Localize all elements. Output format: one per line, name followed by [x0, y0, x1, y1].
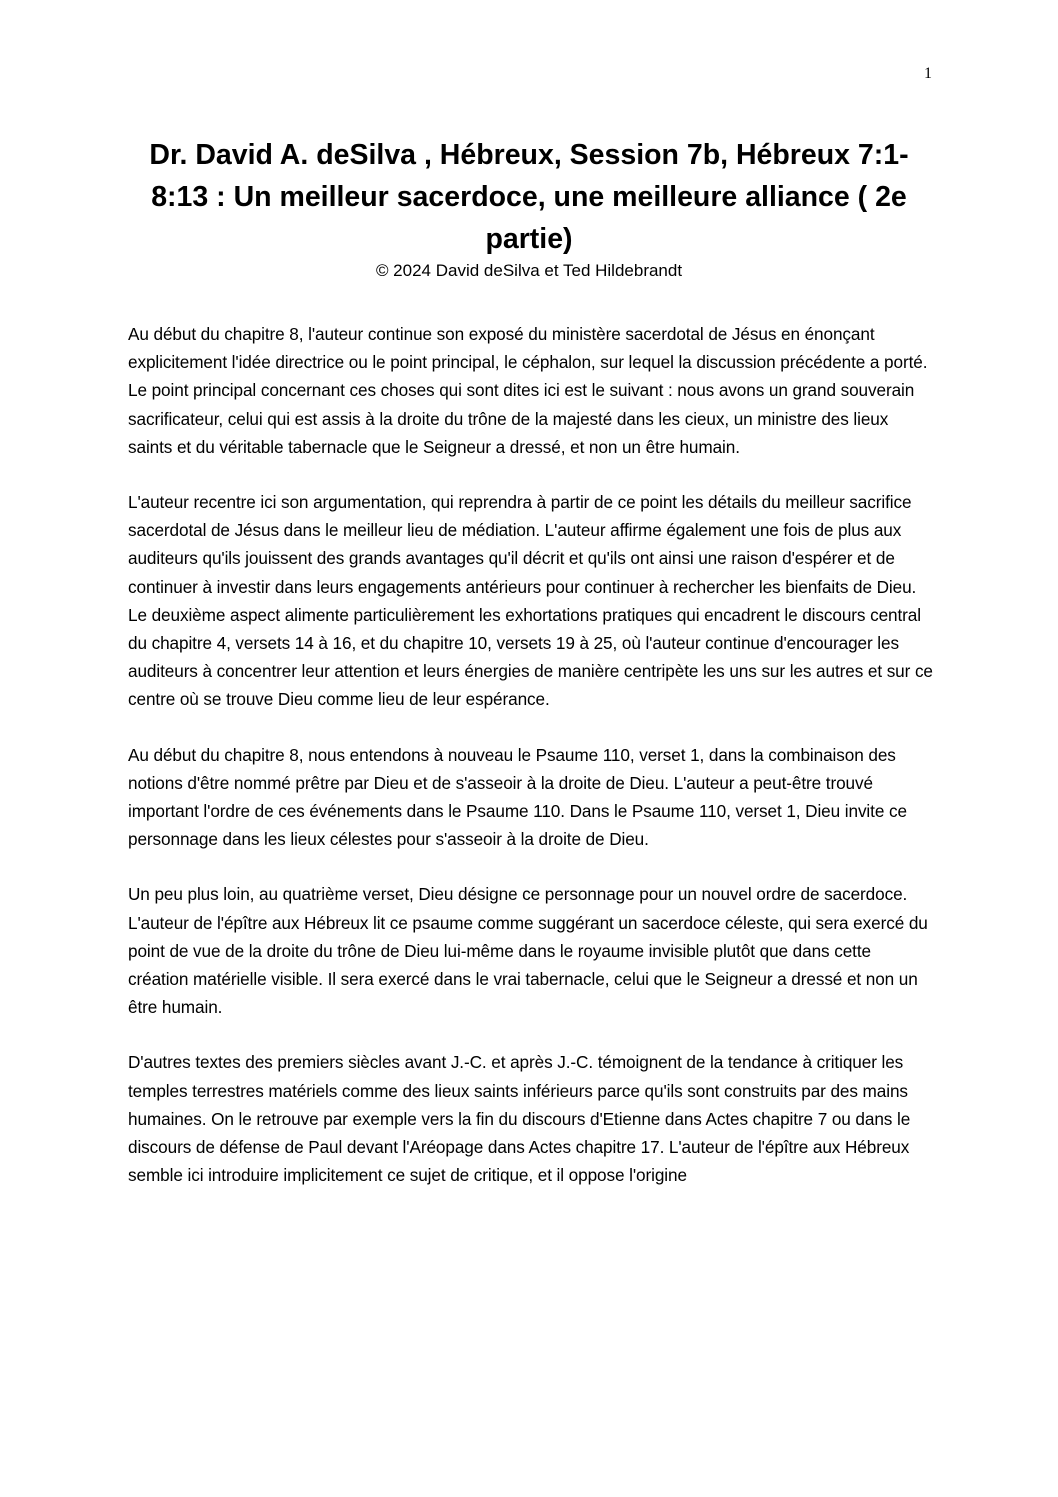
paragraph: Au début du chapitre 8, l'auteur continue son exposé du ministère sacerdotal de Jésus en énonçant explicitement l'idée directrice ou le point principal, le céphalon, sur lequel la discussion précédente a porté. Le point principal concernant ces choses qui sont dites ici est le suivant : nous avons un grand souverain sacrificateur, celui qui est assis à la droite du trône de la majesté dans les cieux, un ministre des lieux saints et du véritable tabernacle que le Seigneur a dressé, et non un être humain.: [128, 324, 928, 457]
paragraph: Au début du chapitre 8, nous entendons à nouveau le Psaume 110, verset 1, dans la combinaison des notions d'être nommé prêtre par Dieu et de s'asseoir à la droite de Dieu. L'auteur a peut-être trouvé important l'ordre de ces événements dans le Psaume 110. Dans le Psaume 110, verset 1, Dieu invite ce personnage dans les lieux célestes pour s'asseoir à la droite de Dieu.: [128, 744, 907, 850]
title-block: [128, 134, 930, 282]
paragraph: D'autres textes des premiers siècles avant J.-C. et après J.-C. témoignent de la tendance à critiquer les temples terrestres matériels comme des lieux saints inférieurs parce qu'ils sont construits par des mains humaines. On le retrouve par exemple vers la fin du discours d'Etienne dans Actes chapitre 7 ou dans le discours de défense de Paul devant l'Aréopage dans Actes chapitre 17. L'auteur de l'épître aux Hébreux semble ici introduire implicitement ce sujet de critique, et il oppose l'origine: [128, 1052, 911, 1186]
document-body: [128, 320, 934, 1216]
document-title: Dr. David A. deSilva , Hébreux, Session 7b, Hébreux 7:1-8:13 : Un meilleur sacerdoce, une meilleure alliance ( 2e partie): [149, 139, 909, 255]
copyright-line: © 2024 David deSilva et Ted Hildebrandt: [375, 261, 683, 280]
paragraph: Un peu plus loin, au quatrième verset, Dieu désigne ce personnage pour un nouvel ordre de sacerdoce. L'auteur de l'épître aux Hébreux lit ce psaume comme suggérant un sacerdoce céleste, qui sera exercé du point de vue de la droite du trône de Dieu lui-même dans le royaume invisible plutôt que dans cette création matérielle visible. Il sera exercé dans le vrai tabernacle, celui que le Seigneur a dressé et non un être humain.: [128, 884, 928, 1018]
paragraph: L'auteur recentre ici son argumentation, qui reprendra à partir de ce point les détails du meilleur sacrifice sacerdotal de Jésus dans le meilleur lieu de médiation. L'auteur affirme également une fois de plus aux auditeurs qu'ils jouissent des grands avantages qu'il décrit et qu'ils ont ainsi une raison d'espérer et de continuer à investir dans leurs engagements antérieurs pour continuer à rechercher les bienfaits de Dieu. Le deuxième aspect alimente particulièrement les exhortations pratiques qui encadrent le discours central du chapitre 4, versets 14 à 16, et du chapitre 10, versets 19 à 25, où l'auteur continue d'encourager les auditeurs à concentrer leur attention et leurs énergies de manière centripète les uns sur les autres et sur ce centre où se trouve Dieu comme lieu de leur espérance.: [128, 492, 933, 710]
page-number: 1: [924, 65, 932, 82]
